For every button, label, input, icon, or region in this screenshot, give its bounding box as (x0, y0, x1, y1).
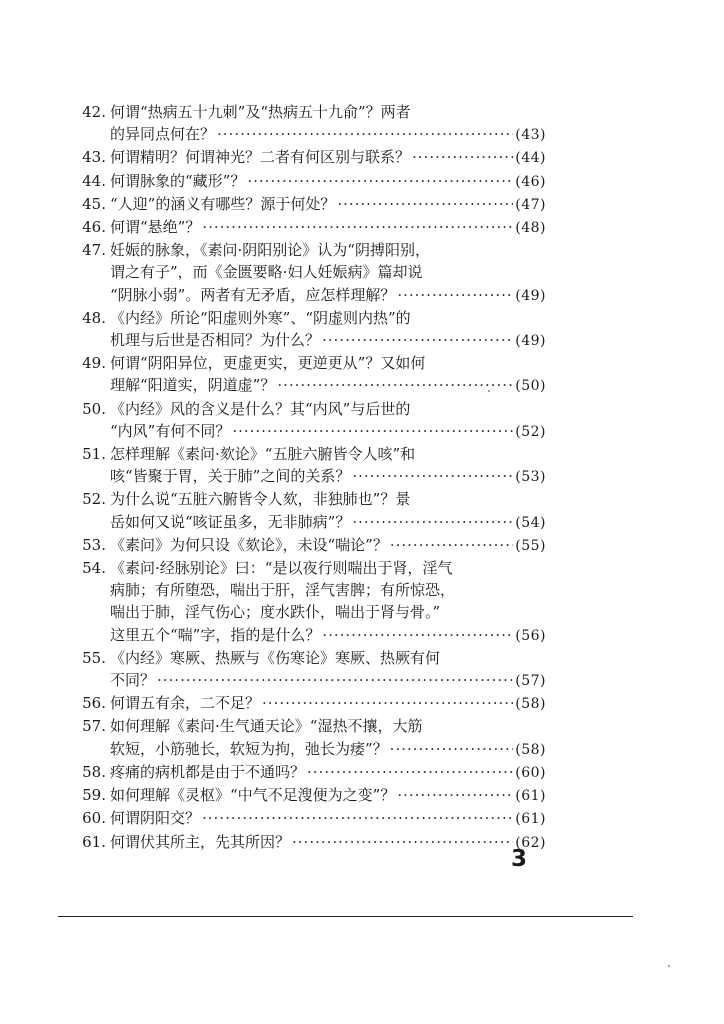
dot-leader (412, 146, 513, 168)
entry-page: (58) (515, 741, 546, 758)
toc-entry (76, 146, 546, 169)
entry-number: 58. (82, 762, 106, 781)
entry-line (110, 807, 546, 830)
entry-number: 61. (82, 832, 106, 851)
entry-page: (47) (515, 196, 546, 213)
entry-text: 何谓阴阳交？ (110, 809, 201, 828)
entry-text: 软短，小筋驰长，软短为拘，弛长为痿”？ (110, 739, 388, 758)
entry-number: 56. (82, 694, 106, 713)
dot-leader (217, 123, 513, 145)
dot-leader (307, 761, 513, 783)
entry-text: 何谓脉象的“藏形”？ (110, 171, 246, 190)
dot-leader (352, 511, 513, 533)
entry-number: 50. (82, 399, 106, 418)
entry-text: 不同？ (110, 671, 156, 690)
dot-leader (202, 807, 513, 829)
entry-text: 何谓伏其所主，先其所因？ (110, 832, 291, 851)
toc-entry (76, 831, 546, 854)
entry-line (110, 374, 546, 397)
entry-text: 何谓精明？何谓神光？二者有何区别与联系？ (110, 148, 411, 167)
entry-line (110, 511, 546, 534)
entry-page: (60) (515, 764, 546, 781)
entry-text: 咳“皆聚于胃，关于肺”之间的关系？ (110, 467, 351, 486)
toc-entry (76, 239, 546, 307)
dot-leader (247, 170, 513, 192)
entry-line: 何谓“阴阳异位，更虚更实，更逆更从”？又如何 (110, 354, 426, 373)
entry-page: (55) (515, 537, 546, 554)
entry-page: (54) (515, 514, 546, 531)
entry-page: (46) (515, 173, 546, 190)
dot-leader (337, 193, 513, 215)
dot-leader (322, 329, 513, 351)
entry-text: 这里五个“喘”字，指的是什么？ (110, 625, 321, 644)
entry-line (110, 170, 546, 193)
entry-number: 44. (82, 171, 106, 190)
toc-entry (76, 761, 546, 784)
toc-entry (76, 216, 546, 239)
entry-line (110, 284, 546, 307)
toc-entry (76, 807, 546, 830)
toc-entry (76, 193, 546, 216)
entry-line (110, 420, 546, 443)
entry-page: (43) (515, 127, 546, 144)
entry-page: (49) (515, 333, 546, 350)
toc-entry (76, 170, 546, 193)
table-of-contents (76, 101, 546, 854)
entry-text: 如何理解《灵枢》“中气不足溲便为之变”？ (110, 786, 396, 805)
entry-page: (58) (515, 696, 546, 713)
entry-page: (48) (515, 220, 546, 237)
entry-text: 疼痛的病机都是由于不通吗？ (110, 762, 306, 781)
dot-leader (322, 624, 513, 646)
entry-line: 《内经》风的含义是什么？其“内风”与后世的 (110, 399, 411, 418)
entry-number: 57. (82, 717, 106, 736)
entry-page: (61) (515, 811, 546, 828)
scan-speck (488, 390, 490, 392)
entry-line: 病肺；有所堕恐，喘出于肝，淫气害脾；有所惊恐， (110, 581, 456, 600)
entry-text: 岳如何又说“咳证虽多，无非肺病”？ (110, 512, 351, 531)
entry-page: (57) (515, 673, 546, 690)
entry-line: 谓之有子”，而《金匮要略·妇人妊娠病》篇却说 (110, 263, 423, 282)
entry-line: 何谓“热病五十九刺”及“热病五十九俞”？两者 (110, 103, 411, 121)
entry-number: 60. (82, 809, 106, 828)
toc-entry (76, 101, 546, 146)
toc-entry (76, 488, 546, 533)
entry-page: (52) (515, 423, 546, 440)
toc-entry (76, 352, 546, 397)
toc-entry (76, 784, 546, 807)
dot-leader (292, 831, 513, 853)
dot-leader (397, 284, 513, 306)
toc-entry (76, 715, 546, 760)
toc-entry (76, 647, 546, 692)
entry-text: 理解“阳道实，阴道虚”？ (110, 376, 276, 395)
toc-entry (76, 398, 546, 443)
toc-entry (76, 557, 546, 647)
dot-leader (397, 784, 513, 806)
entry-line (110, 669, 546, 692)
entry-text: “阴脉小弱”。两者有无矛盾，应怎样理解？ (110, 285, 396, 304)
entry-number: 43. (82, 148, 106, 167)
entry-number: 55. (82, 648, 106, 667)
entry-text: 何谓“悬绝”？ (110, 218, 201, 237)
entry-text: 《素问》为何只设《欬论》，未设“喘论”？ (110, 535, 388, 554)
entry-text: “人迎”的涵义有哪些？源于何处？ (110, 194, 336, 213)
entry-number: 48. (82, 308, 106, 327)
toc-entry (76, 692, 546, 715)
entry-line (110, 738, 546, 761)
entry-number: 49. (82, 354, 106, 373)
entry-page: (50) (515, 378, 546, 395)
entry-page: (61) (515, 788, 546, 805)
entry-line: 《内经》寒厥、热厥与《伤寒论》寒厥、热厥有何 (110, 648, 441, 667)
page-number: 3 (511, 846, 528, 872)
entry-line (110, 692, 546, 715)
entry-number: 45. (82, 194, 106, 213)
entry-line: 如何理解《素问·生气通天论》“湿热不攘，大筋 (110, 717, 423, 736)
entry-line: 《内经》所论“阳虚则外寒”、“阴虚则内热”的 (110, 308, 411, 327)
entry-line (110, 193, 546, 216)
entry-line: 怎样理解《素问·欬论》“五脏六腑皆令人咳”和 (110, 445, 416, 464)
dot-leader (262, 692, 513, 714)
entry-number: 46. (82, 218, 106, 237)
dot-leader (157, 669, 513, 691)
entry-line (110, 534, 546, 557)
entry-line (110, 146, 546, 169)
entry-page: (62) (515, 834, 546, 851)
dot-leader (202, 216, 513, 238)
entry-text: 的异同点何在？ (110, 125, 216, 144)
toc-entry (76, 443, 546, 488)
footer-rule (58, 916, 633, 917)
entry-number: 53. (82, 535, 106, 554)
entry-text: “内风”有何不同？ (110, 421, 231, 440)
entry-line (110, 329, 546, 352)
toc-entry (76, 534, 546, 557)
entry-line (110, 216, 546, 239)
entry-line: 《素问·经脉别论》曰：“是以夜行则喘出于肾，淫气 (110, 559, 453, 578)
dot-leader (232, 420, 513, 442)
entry-page: (53) (515, 469, 546, 486)
entry-line (110, 831, 546, 854)
dot-leader (390, 738, 514, 760)
entry-number: 42. (82, 103, 106, 121)
entry-line (110, 123, 546, 146)
entry-page: (49) (515, 287, 546, 304)
entry-number: 59. (82, 786, 106, 805)
dot-leader (390, 534, 513, 556)
entry-page: (44) (515, 150, 546, 167)
entry-line: 妊娠的脉象，《素问·阴阳别论》认为“阴搏阳别， (110, 241, 430, 260)
scan-speck (668, 965, 670, 967)
entry-number: 52. (82, 490, 106, 509)
entry-text: 机理与后世是否相同？为什么？ (110, 331, 321, 350)
entry-line (110, 465, 546, 488)
entry-number: 54. (82, 559, 106, 578)
dot-leader (277, 374, 513, 396)
entry-page: (56) (515, 627, 546, 644)
dot-leader (352, 465, 513, 487)
toc-entry (76, 307, 546, 352)
entry-line (110, 624, 546, 647)
entry-text: 何谓五有余，二不足？ (110, 694, 261, 713)
entry-line: 为什么说“五脏六腑皆令人欬，非独肺也”？景 (110, 490, 411, 509)
entry-number: 47. (82, 241, 106, 260)
entry-line (110, 784, 546, 807)
entry-line: 喘出于肺，淫气伤心；度水跌仆，喘出于肾与骨。” (110, 603, 441, 622)
entry-number: 51. (82, 445, 106, 464)
entry-line (110, 761, 546, 784)
